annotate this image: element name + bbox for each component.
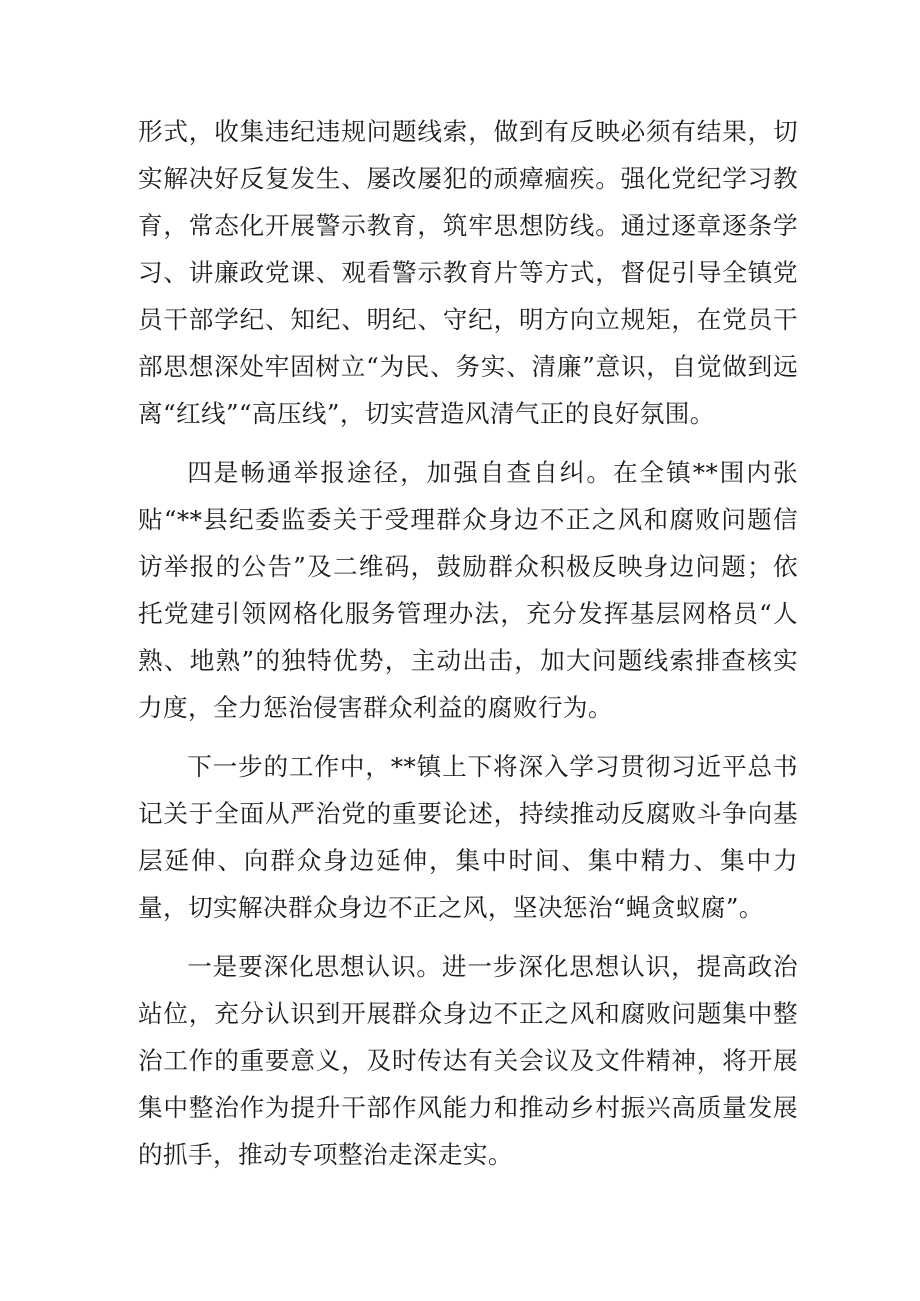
paragraph-deepen-understanding: 一是要深化思想认识。进一步深化思想认识，提高政治站位，充分认识到开展群众身边不正之风和腐败问题集中整治工作的重要意义，及时传达有关会议及文件精神，将开展集中整治作为提升干部作风能力和推动乡村振兴高质量发展的抓手，推动专项整治走深走实。: [138, 952, 798, 1169]
paragraph-continuation: 形式，收集违纪违规问题线索，做到有反映必须有结果，切实解决好反复发生、屡改屡犯的顽瘴痼疾。强化党纪学习教育，常态化开展警示教育，筑牢思想防线。通过逐章逐条学习、讲廉政党课、观看警示教育片等方式，督促引导全镇党员干部学纪、知纪、明纪、守纪，明方向立规矩，在党员干部思想深处牢固树立“为民、务实、清廉”意识，自觉做到远离“红线”“高压线”，切实营造风清气正的良好氛围。: [138, 117, 798, 428]
paragraph-reporting-channels: 四是畅通举报途径，加强自查自纠。在全镇**围内张贴“**县纪委监委关于受理群众身边不正之风和腐败问题信访举报的公告”及二维码，鼓励群众积极反映身边问题；依托党建引领网格化服务管理办法，充分发挥基层网格员“人熟、地熟”的独特优势，主动出击，加大问题线索排查核实力度，全力惩治侵害群众利益的腐败行为。: [138, 458, 798, 722]
document-body: [138, 108, 798, 1178]
paragraph-next-steps: 下一步的工作中，**镇上下将深入学习贯彻习近平总书记关于全面从严治党的重要论述，持续推动反腐败斗争向基层延伸、向群众身边延伸，集中时间、集中精力、集中力量，切实解决群众身边不正之风，坚决惩治“蝇贪蚁腐”。: [138, 752, 798, 922]
